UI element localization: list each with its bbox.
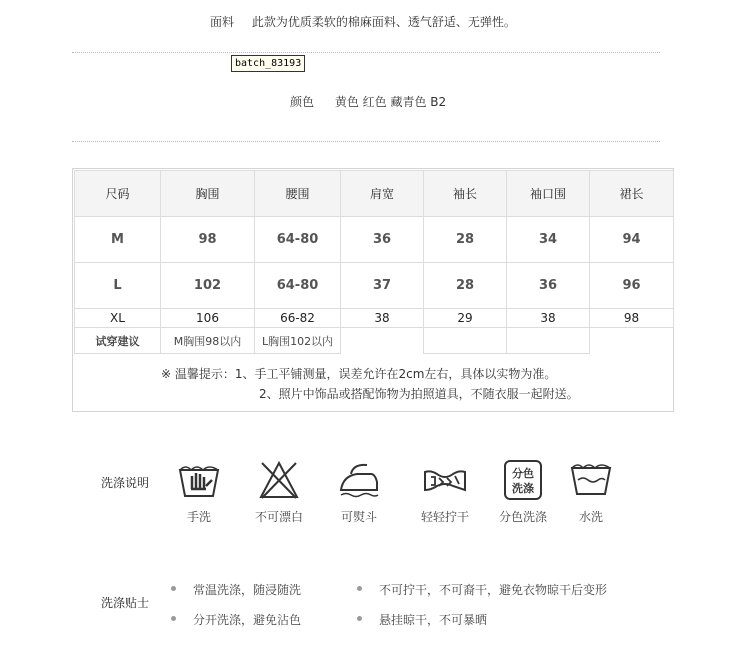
table-cell (341, 328, 424, 354)
header-cell: 袖长 (424, 171, 507, 217)
care-tip-text: 悬挂晾干，不可暴晒 (379, 613, 488, 627)
table-cell: 28 (424, 217, 507, 263)
fit-suggestion-label: 试穿建议 (75, 328, 161, 354)
table-cell: 106 (161, 309, 255, 328)
care-tip-text: 常温洗涤，随浸随洗 (193, 583, 302, 597)
fabric-text: 此款为优质柔软的棉麻面料、透气舒适、无弹性。 (251, 15, 516, 29)
table-cell: L (75, 263, 161, 309)
tip-line-1: ※ 温馨提示：1、手工平铺测量，误差允许在2cm左右，具体以实物为准。 (161, 367, 557, 381)
wash-item-label: 不可漂白 (254, 510, 303, 524)
care-tip-item (357, 581, 607, 598)
fabric-label: 面料 (210, 15, 235, 29)
table-cell: 38 (341, 309, 424, 328)
color-info (290, 93, 446, 110)
color-label: 颜色 (290, 95, 315, 109)
size-table-header (75, 171, 674, 217)
gentle-wring-icon (423, 460, 467, 500)
table-cell: 38 (507, 309, 590, 328)
table-cell: 64-80 (255, 217, 341, 263)
wash-instructions-title: 洗涤说明 (101, 476, 150, 490)
table-row (75, 263, 674, 309)
wash-item (556, 460, 626, 525)
separate-wash-icon-text-1: 分色 (512, 467, 534, 480)
tip-line-2: 2、照片中饰品或搭配饰物为拍照道具，不随衣服一起附送。 (259, 387, 579, 401)
wash-item-label: 分色洗涤 (498, 510, 547, 524)
wash-item-label: 手洗 (186, 510, 211, 524)
table-cell: 64-80 (255, 263, 341, 309)
wash-item-label: 水洗 (578, 510, 603, 524)
wash-item-label: 轻轻拧干 (420, 510, 469, 524)
wash-item (488, 460, 558, 525)
batch-tooltip: batch_83193 (231, 55, 305, 72)
divider (72, 52, 660, 53)
header-cell: 肩宽 (341, 171, 424, 217)
table-cell: 34 (507, 217, 590, 263)
size-table (74, 170, 674, 354)
fabric-info (210, 13, 516, 30)
table-cell: 98 (590, 309, 674, 328)
iron-icon (337, 460, 381, 500)
fit-suggestion-l: L胸围102以内 (255, 328, 341, 354)
wash-item (244, 460, 314, 525)
water-wash-icon (569, 460, 613, 500)
wash-item (324, 460, 394, 525)
bullet-dot (171, 586, 176, 591)
table-row (75, 217, 674, 263)
table-cell: 36 (507, 263, 590, 309)
table-cell: XL (75, 309, 161, 328)
table-cell: 66-82 (255, 309, 341, 328)
table-cell: M (75, 217, 161, 263)
table-cell: 29 (424, 309, 507, 328)
wash-item (410, 460, 480, 525)
table-cell: 98 (161, 217, 255, 263)
table-cell (424, 328, 507, 354)
fit-suggestion-m: M胸围98以内 (161, 328, 255, 354)
care-tip-item (357, 611, 487, 628)
table-cell: 36 (341, 217, 424, 263)
separate-wash-icon-text-2: 洗涤 (512, 482, 534, 495)
table-row (75, 309, 674, 328)
care-tip-text: 分开洗涤，避免沾色 (193, 613, 302, 627)
wash-item (164, 460, 234, 525)
no-bleach-icon (257, 460, 301, 500)
header-cell: 腰围 (255, 171, 341, 217)
header-cell: 尺码 (75, 171, 161, 217)
table-cell: 96 (590, 263, 674, 309)
header-cell: 胸围 (161, 171, 255, 217)
table-cell: 94 (590, 217, 674, 263)
divider (72, 141, 660, 142)
table-cell: 102 (161, 263, 255, 309)
bullet-dot (171, 616, 176, 621)
color-values: 黄色 红色 藏青色 B2 (334, 95, 447, 109)
table-cell (507, 328, 590, 354)
header-cell: 裙长 (590, 171, 674, 217)
header-cell: 袖口围 (507, 171, 590, 217)
care-tips-title: 洗涤贴士 (101, 596, 150, 610)
size-chart (72, 168, 674, 412)
table-cell: 28 (424, 263, 507, 309)
care-tip-text: 不可拧干，不可裔干，避免衣物晾干后变形 (379, 583, 608, 597)
care-tip-item (171, 611, 301, 628)
bullet-dot (357, 616, 362, 621)
hand-wash-icon (177, 460, 221, 500)
wash-item-label: 可熨斗 (340, 510, 377, 524)
bullet-dot (357, 586, 362, 591)
table-cell: 37 (341, 263, 424, 309)
fit-suggestion-row (75, 328, 674, 354)
separate-wash-icon (501, 460, 545, 500)
table-cell (590, 328, 674, 354)
care-tip-item (171, 581, 301, 598)
